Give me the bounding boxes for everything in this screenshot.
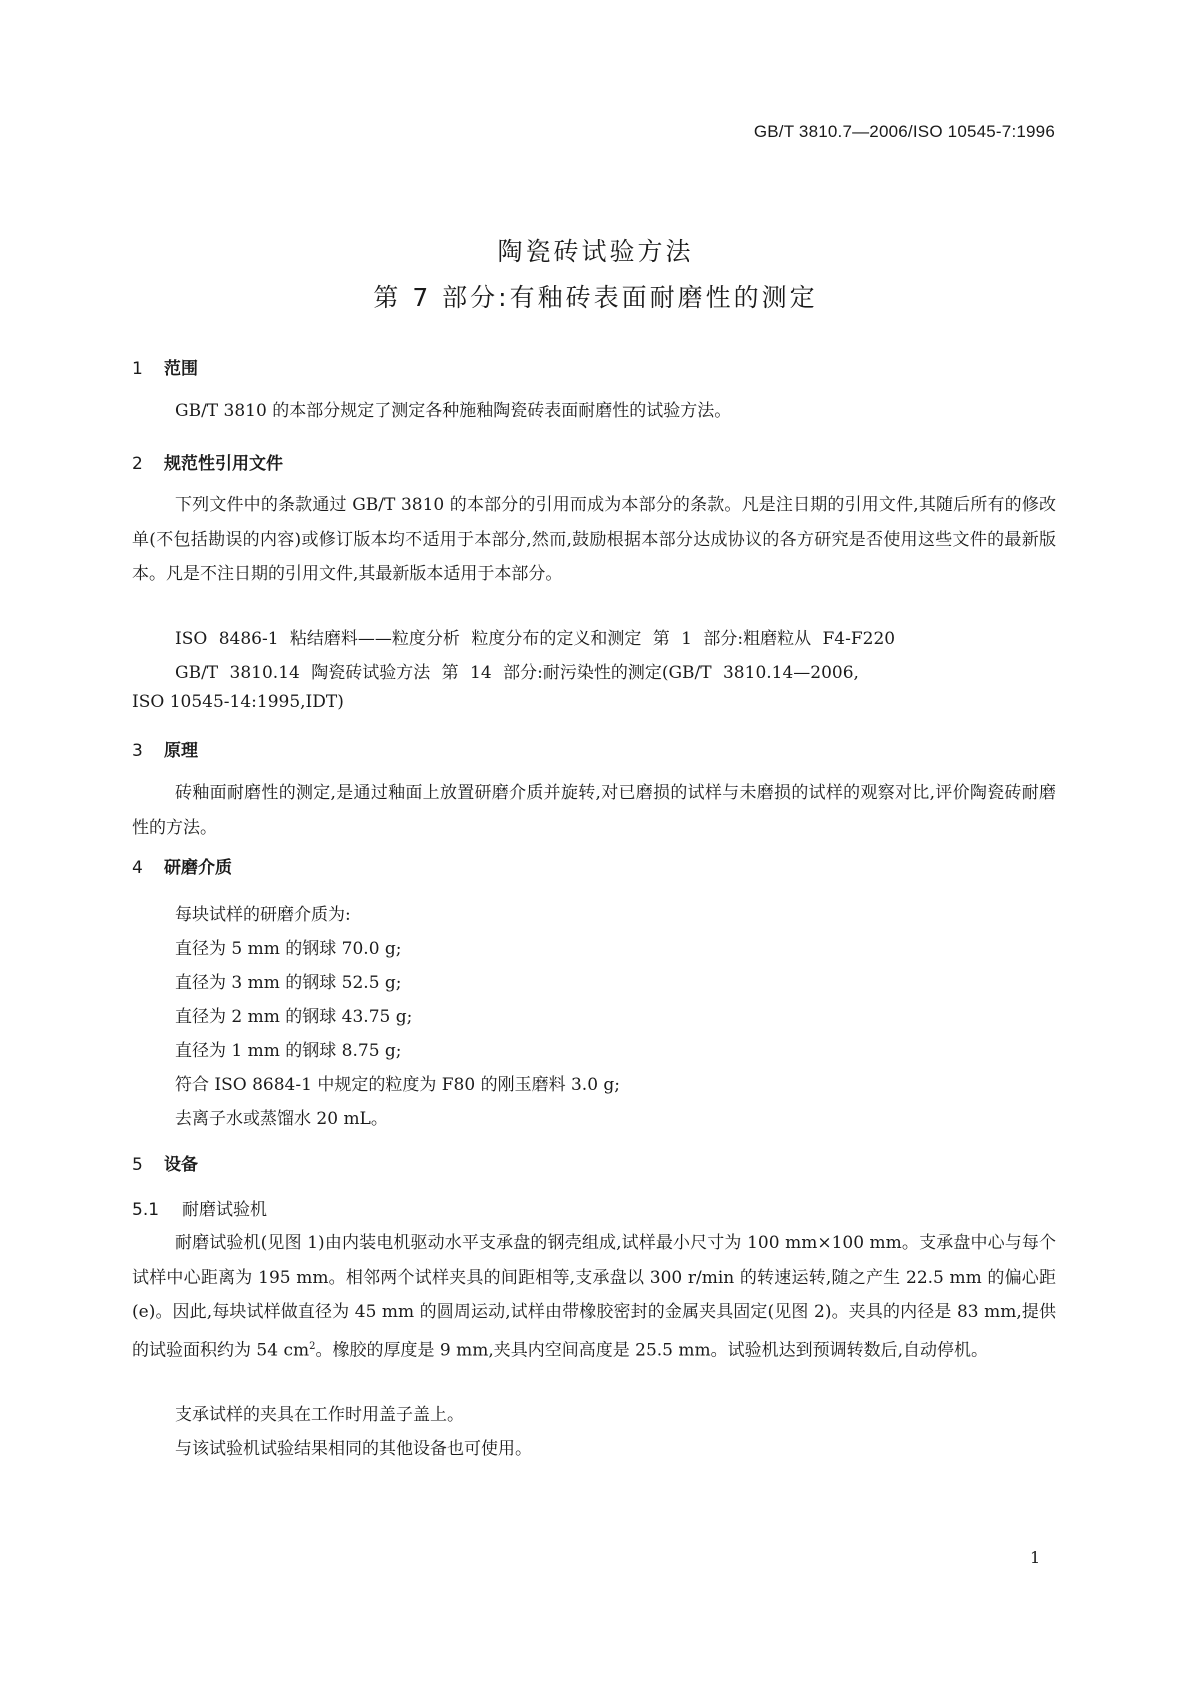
equivalent-equipment-note: 与该试验机试验结果相同的其他设备也可使用。 — [175, 1439, 532, 1459]
list-item: 直径为 5 mm 的钢球 70.0 g; — [175, 939, 402, 959]
list-item: 符合 ISO 8684-1 中规定的粒度为 F80 的刚玉磨料 3.0 g; — [175, 1075, 621, 1095]
section-3-text: 砖釉面耐磨性的测定,是通过釉面上放置研磨介质并旋转,对已磨损的试样与未磨损的试样的观察对比,评价陶瓷砖耐磨性的方法。 — [132, 783, 1056, 838]
section-number: 2 — [132, 454, 143, 474]
section-number: 4 — [132, 858, 143, 878]
list-item: 直径为 1 mm 的钢球 8.75 g; — [175, 1041, 402, 1061]
section-1-text: GB/T 3810 的本部分规定了测定各种施釉陶瓷砖表面耐磨性的试验方法。 — [175, 401, 732, 421]
section-number: 3 — [132, 741, 143, 761]
reference-iso-8486-1: ISO 8486-1 粘结磨料——粒度分析 粒度分布的定义和测定 第 1 部分:粗磨粒从 F4-F220 — [175, 629, 896, 649]
section-1-heading — [132, 354, 198, 379]
section-title: 规范性引用文件 — [164, 454, 283, 474]
standard-code-header: GB/T 3810.7—2006/ISO 10545-7:1996 — [753, 122, 1055, 141]
subsection-5-1-text — [132, 1226, 1056, 1368]
document-title-line1: 陶瓷砖试验方法 — [497, 237, 694, 266]
list-item: 直径为 3 mm 的钢球 52.5 g; — [175, 973, 402, 993]
section-number: 1 — [132, 359, 143, 379]
section-2-heading — [132, 449, 283, 474]
section-title: 范围 — [164, 359, 198, 379]
section-title: 设备 — [164, 1155, 198, 1175]
text-run: 耐磨试验机(见图 1)由内装电机驱动水平支承盘的钢壳组成,试样最小尺寸为 100 mm×100 mm。支承盘中心与每个试样中心距离为 195 mm。相邻两个试样夹具的间距相等,支承盘以 300 r/min 的转速运转,随之产生 22.5 mm 的偏心距(e)。因此,每块试样做直径为 45 mm 的圆周运动,试样由带橡胶密封的金属夹具固定(见图 2)。夹具的内径是 83 mm,提供的试验面积约为 54 cm — [132, 1233, 1056, 1361]
list-item: 直径为 2 mm 的钢球 43.75 g; — [175, 1007, 413, 1027]
section-number: 5 — [132, 1155, 143, 1175]
subsection-number: 5.1 — [132, 1200, 160, 1220]
list-item: 去离子水或蒸馏水 20 mL。 — [175, 1109, 388, 1129]
document-title-line2: 第 7 部分:有釉砖表面耐磨性的测定 — [373, 283, 818, 312]
superscript: 2 — [309, 1340, 316, 1352]
section-2-text: 下列文件中的条款通过 GB/T 3810 的本部分的引用而成为本部分的条款。凡是注日期的引用文件,其随后所有的修改单(不包括勘误的内容)或修订版本均不适用于本部分,然而,鼓励根据本部分达成协议的各方研究是否使用这些文件的最新版本。凡是不注日期的引用文件,其最新版本适用于本部分。 — [132, 495, 1056, 584]
list-item: 每块试样的研磨介质为: — [175, 905, 351, 925]
section-title: 研磨介质 — [164, 858, 232, 878]
reference-gbt-3810-14-cont: ISO 10545-14:1995,IDT) — [132, 692, 344, 712]
section-3-heading — [132, 736, 198, 761]
cover-note: 支承试样的夹具在工作时用盖子盖上。 — [175, 1405, 464, 1425]
reference-gbt-3810-14: GB/T 3810.14 陶瓷砖试验方法 第 14 部分:耐污染性的测定(GB/T 3810.14—2006, — [175, 663, 859, 683]
text-run: 。橡胶的厚度是 9 mm,夹具内空间高度是 25.5 mm。试验机达到预调转数后,自动停机。 — [315, 1340, 989, 1361]
section-4-heading — [132, 853, 232, 878]
subsection-title: 耐磨试验机 — [182, 1200, 267, 1220]
section-5-heading — [132, 1150, 198, 1175]
page-number: 1 — [1030, 1548, 1041, 1567]
section-title: 原理 — [164, 741, 198, 761]
subsection-5-1-heading — [132, 1195, 267, 1220]
